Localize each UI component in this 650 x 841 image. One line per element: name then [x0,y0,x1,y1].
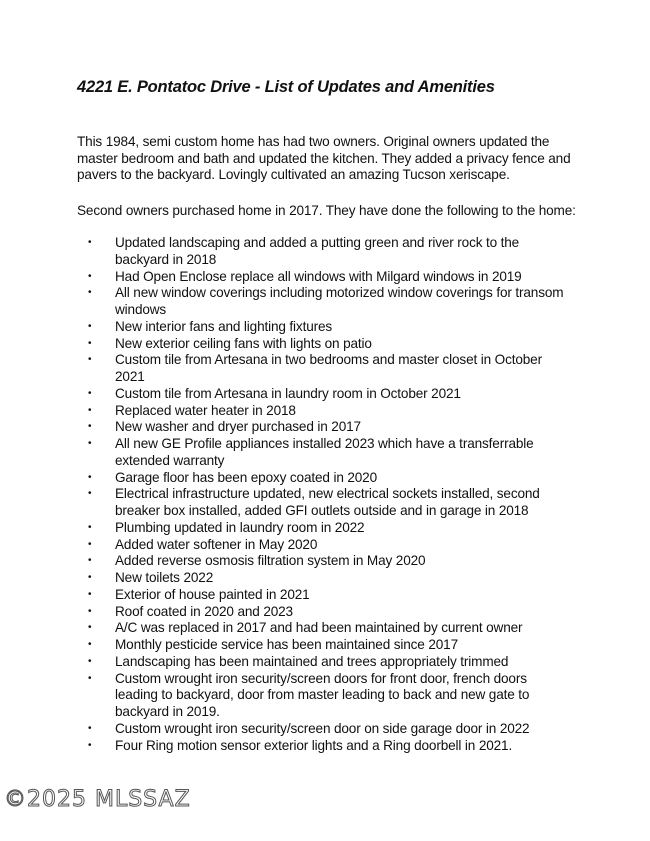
list-item-text: Electrical infrastructure updated, new electrical sockets installed, second breaker box installed, added GFI outlets outside and in garage in 2018 [115,486,540,518]
bullet-icon: • [88,739,92,751]
list-item [77,520,567,537]
list-item [77,654,567,671]
list-item [77,604,567,621]
list-item-text: Plumbing updated in laundry room in 2022 [115,519,365,535]
list-item-text: Added reverse osmosis filtration system in May 2020 [115,553,426,569]
list-item-text: Custom tile from Artesana in laundry room in October 2021 [115,385,461,401]
list-item [77,486,567,520]
list-item [77,269,567,286]
bullet-icon: • [88,320,92,332]
list-item [77,738,567,755]
list-item-text: Four Ring motion sensor exterior lights and a Ring doorbell in 2021. [115,737,513,753]
list-item [77,553,567,570]
list-item [77,436,567,470]
bullet-icon: • [88,521,92,533]
list-item-text: Added water softener in May 2020 [115,536,318,552]
list-item-text: Updated landscaping and added a putting green and river rock to the backyard in 2018 [115,235,520,267]
bullet-icon: • [88,270,92,282]
list-item-text: Custom tile from Artesana in two bedrooms and master closet in October 2021 [115,352,542,384]
list-item [77,419,567,436]
list-item-text: New interior fans and lighting fixtures [115,318,333,334]
list-item [77,671,567,721]
list-item [77,403,567,420]
bullet-icon: • [88,538,92,550]
list-item [77,620,567,637]
bullet-icon: • [88,672,92,684]
list-item-text: Had Open Enclose replace all windows with Milgard windows in 2019 [115,268,522,284]
list-item [77,319,567,336]
second-owners-paragraph: Second owners purchased home in 2017. They have done the following to the home: [77,203,576,218]
bullet-icon: • [88,387,92,399]
list-item [77,285,567,319]
list-item-text: Monthly pesticide service has been maintained since 2017 [115,637,458,652]
list-item-text: Garage floor has been epoxy coated in 2020 [115,469,377,485]
document-title: 4221 E. Pontatoc Drive - List of Updates and Amenities [77,78,495,96]
list-item [77,352,567,386]
bullet-icon: • [88,237,92,248]
list-item-text: Exterior of house painted in 2021 [115,586,310,602]
list-item-text: New washer and dryer purchased in 2017 [115,419,361,435]
bullet-icon: • [88,354,92,366]
bullet-icon: • [88,287,92,299]
bullet-icon: • [88,471,92,483]
bullet-icon: • [88,722,92,734]
list-item [77,470,567,487]
list-item-text: New exterior ceiling fans with lights on patio [115,335,372,351]
bullet-icon: • [88,438,92,449]
bullet-icon: • [88,488,92,500]
bullet-icon: • [88,639,92,650]
bullet-icon: • [88,655,92,667]
list-item [77,637,567,654]
bullet-icon: • [88,588,92,600]
list-item [77,336,567,353]
list-item-text: Roof coated in 2020 and 2023 [115,603,293,619]
list-item [77,587,567,604]
list-item-text: All new GE Profile appliances installed 2023 which have a transferrable extended warranty [115,436,534,468]
list-item-text: Replaced water heater in 2018 [115,402,296,418]
list-item-text: All new window coverings including motorized window coverings for transom windows [115,285,564,317]
bullet-icon: • [88,605,92,617]
list-item-text: New toilets 2022 [115,570,214,585]
intro-paragraph: This 1984, semi custom home has had two owners. Original owners updated the master bedroom and bath and updated the kitchen. They added a privacy fence and pavers to the backyard. Lovingly cultivated an amazing Tucson xeriscape. [77,134,571,182]
list-item [77,537,567,554]
bullet-icon: • [88,404,92,416]
list-item-text: A/C was replaced in 2017 and had been maintained by current owner [115,620,523,636]
bullet-icon: • [88,421,92,433]
updates-list [77,235,567,754]
list-item-text: Custom wrought iron security/screen doors for front door, french doors leading to backyard, door from master leading to back and new gate to backyard in 2019. [115,670,530,719]
list-item [77,721,567,738]
list-item [77,386,567,403]
copyright-watermark: ©2025 MLSSAZ [4,787,191,812]
list-item [77,235,567,269]
bullet-icon: • [88,572,92,583]
bullet-icon: • [88,622,92,634]
list-item-text: Landscaping has been maintained and trees appropriately trimmed [115,653,509,669]
list-item [77,570,567,587]
list-item-text: Custom wrought iron security/screen door on side garage door in 2022 [115,720,530,736]
bullet-icon: • [88,555,92,567]
bullet-icon: • [88,337,92,349]
